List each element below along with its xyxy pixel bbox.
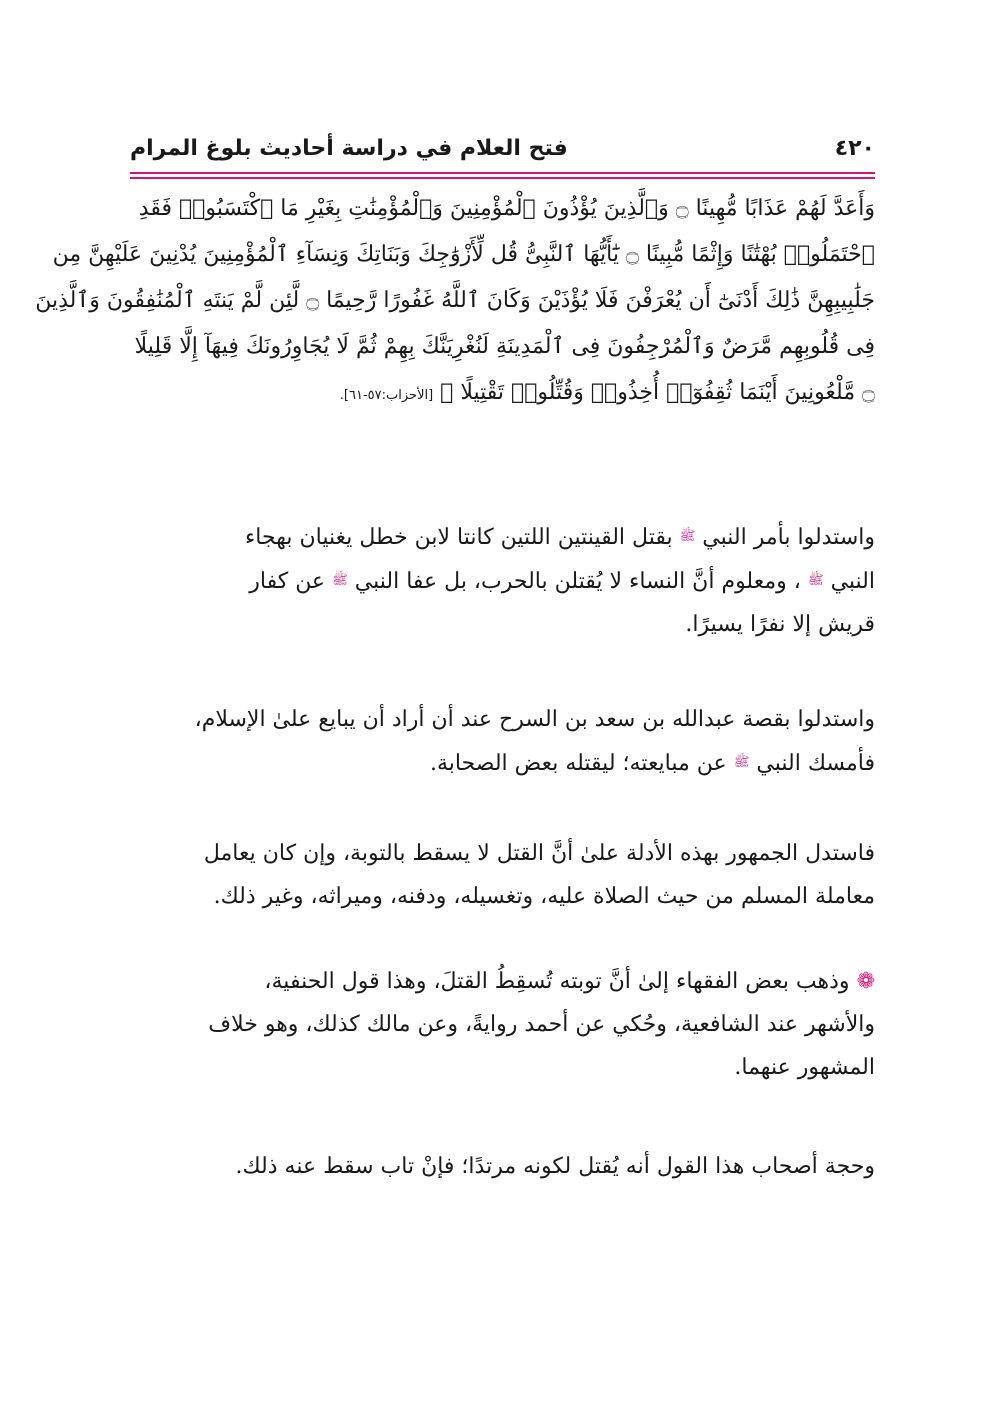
paragraph-4-line-1 (130, 960, 875, 1003)
quran-reference: [الأحزاب:٥٧-٦١]. (339, 388, 434, 403)
quran-line-5-text: ۝ مَّلْعُونِينَ أَيْنَمَا ثُقِفُوٓا۟ أُخِذُوا۟ وَقُتِّلُوا۟ تَقْتِيلًا ﴾ (440, 380, 875, 405)
quran-verse-block (35, 186, 875, 416)
p1-text-1a: واستدلوا بأمر النبي (702, 525, 875, 550)
header-rule-top (130, 172, 875, 174)
quran-line-2: ٱحْتَمَلُوا۟ بُهْتَٰنًا وَإِثْمًا مُّبِينًا ۝ يَٰٓأَيُّهَا ٱلنَّبِىُّ قُل لِّأَزْوَٰجِكَ وَبَنَاتِكَ وَنِسَآءِ ٱلْمُؤْمِنِينَ يُدْنِينَ عَلَيْهِنَّ مِن (52, 242, 875, 267)
p2-text-2a: فأمسك النبي (756, 751, 875, 776)
paragraph-3-line-1: فاستدل الجمهور بهذه الأدلة علىٰ أنَّ القتل لا يسقط بالتوبة، وإن كان يعامل (203, 841, 875, 866)
paragraph-3 (130, 832, 875, 918)
paragraph-4 (130, 960, 875, 1089)
salawat-symbol: ﷺ (679, 529, 696, 544)
book-title: فتح العلام في دراسة أحاديث بلوغ المرام (130, 135, 568, 161)
paragraph-2 (130, 698, 875, 785)
p1-text-2c: عن كفار (249, 569, 326, 594)
paragraph-5 (130, 1145, 875, 1188)
paragraph-1-line-2 (130, 559, 875, 603)
paragraph-1-line-1 (130, 515, 875, 559)
salawat-symbol: ﷺ (733, 755, 750, 770)
paragraph-5-line-1: وحجة أصحاب هذا القول أنه يُقتل لكونه مرتدًا؛ فإنْ تاب سقط عنه ذلك. (235, 1154, 875, 1179)
paragraph-1 (130, 515, 875, 646)
quran-line-3: جَلَٰبِيبِهِنَّ ذَٰلِكَ أَدْنَىٰٓ أَن يُعْرَفْنَ فَلَا يُؤْذَيْنَ وَكَانَ ٱللَّهُ غَفُورًا رَّحِيمًا ۝ لَّئِن لَّمْ يَنتَهِ ٱلْمُنَٰفِقُونَ وَٱلَّذِينَ (35, 288, 875, 313)
page-number: ٤٢٠ (834, 135, 875, 161)
p2-text-2b: عن مبايعته؛ ليقتله بعض الصحابة. (429, 751, 727, 776)
paragraph-1-line-3: قريش إلا نفرًا يسيرًا. (685, 612, 875, 637)
paragraph-4-line-3: المشهور عنهما. (734, 1055, 875, 1080)
p1-text-2a: النبي (830, 569, 875, 594)
paragraph-3-line-2: معاملة المسلم من حيث الصلاة عليه، وتغسيله، ودفنه، وميراثه، وغير ذلك. (213, 884, 875, 909)
salawat-symbol: ﷺ (807, 573, 824, 588)
p4-text-1: وذهب بعض الفقهاء إلىٰ أنَّ توبته تُسقِطُ القتلَ، وهذا قول الحنفية، (264, 969, 850, 994)
page-header (130, 128, 875, 168)
paragraph-2-line-1: واستدلوا بقصة عبدالله بن سعد بن السرح عند أن أراد أن يبايع علىٰ الإسلام، (194, 707, 875, 732)
quran-line-5 (130, 370, 875, 416)
header-rule-bottom (130, 177, 875, 179)
quran-line-4: فِى قُلُوبِهِم مَّرَضٌ وَٱلْمُرْجِفُونَ فِى ٱلْمَدِينَةِ لَنُغْرِيَنَّكَ بِهِمْ ثُمَّ لَا يُجَاوِرُونَكَ فِيهَآ إِلَّا قَلِيلًا (134, 334, 875, 359)
paragraph-2-line-2 (130, 741, 875, 785)
p1-text-1b: بقتل القينتين اللتين كانتا لابن خطل يغنيان بهجاء (244, 525, 673, 550)
flower-ornament-icon: ❁ (856, 969, 875, 994)
p1-text-2b: ، ومعلوم أنَّ النساء لا يُقتلن بالحرب، بل عفا النبي (354, 569, 801, 594)
salawat-symbol: ﷺ (332, 573, 348, 588)
paragraph-4-line-2: والأشهر عند الشافعية، وحُكي عن أحمد روايةً، وعن مالك كذلك، وهو خلاف (208, 1012, 875, 1037)
quran-line-1: وَأَعَدَّ لَهُمْ عَذَابًا مُّهِينًا ۝ وَٱلَّذِينَ يُؤْذُونَ ٱلْمُؤْمِنِينَ وَٱلْمُؤْمِنَٰتِ بِغَيْرِ مَا ٱكْتَسَبُوا۟ فَقَدِ (138, 196, 875, 221)
